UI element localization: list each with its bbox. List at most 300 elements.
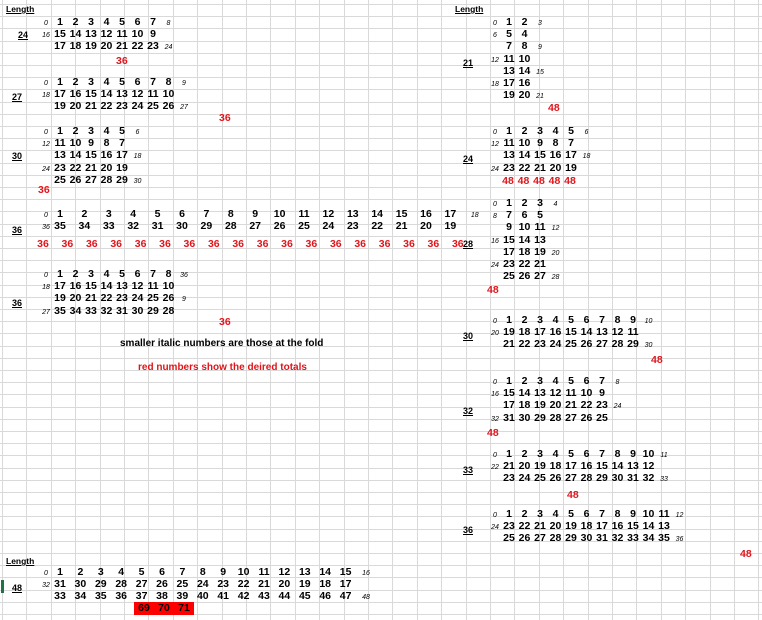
total-value: 36 bbox=[134, 238, 147, 250]
number-cell: 4 bbox=[552, 314, 559, 326]
number-cell: 6 bbox=[583, 448, 590, 460]
number-cell: 9 bbox=[599, 387, 605, 400]
total-value: 36 bbox=[159, 238, 171, 250]
number-cell: 21 bbox=[565, 399, 577, 412]
number-cell: 6 bbox=[583, 375, 590, 387]
number-cell: 23 bbox=[503, 161, 515, 174]
number-cell: 10 bbox=[162, 88, 175, 101]
total-value: 48 bbox=[548, 102, 560, 114]
fold-number: 10 bbox=[644, 318, 653, 325]
number-cell: 9 bbox=[150, 28, 156, 41]
number-cell: 34 bbox=[74, 590, 87, 603]
number-cell: 3 bbox=[105, 208, 112, 220]
number-cell: 29 bbox=[94, 578, 107, 591]
fold-number: 0 bbox=[44, 20, 48, 27]
fold-number: 15 bbox=[536, 68, 544, 76]
number-cell: 14 bbox=[518, 233, 531, 246]
fold-number: 24 bbox=[42, 165, 50, 173]
fold-number: 18 bbox=[133, 153, 142, 161]
fold-number: 8 bbox=[166, 20, 171, 27]
number-cell: 2 bbox=[72, 125, 79, 137]
number-cell: 11 bbox=[658, 508, 670, 520]
number-cell: 39 bbox=[176, 590, 189, 603]
number-cell: 12 bbox=[131, 88, 144, 101]
number-cell: 34 bbox=[69, 304, 82, 317]
number-cell: 5 bbox=[568, 508, 574, 520]
number-cell: 5 bbox=[119, 125, 125, 137]
number-cell: 14 bbox=[69, 28, 82, 41]
number-cell: 37 bbox=[135, 590, 148, 603]
number-cell: 2 bbox=[521, 16, 528, 28]
number-cell: 24 bbox=[549, 338, 562, 351]
total-value: 36 bbox=[403, 238, 415, 250]
number-cell: 7 bbox=[150, 268, 156, 280]
number-cell: 29 bbox=[116, 173, 128, 186]
number-cell: 44 bbox=[278, 590, 291, 603]
number-cell: 4 bbox=[103, 268, 110, 280]
fold-number: 20 bbox=[551, 249, 560, 257]
selected-cell-indicator bbox=[1, 580, 4, 593]
number-cell: 1 bbox=[506, 16, 512, 28]
number-cell: 19 bbox=[534, 399, 546, 412]
number-cell: 2 bbox=[72, 16, 79, 28]
number-cell: 27 bbox=[596, 338, 608, 351]
number-cell: 17 bbox=[444, 208, 457, 220]
fold-number: 0 bbox=[44, 129, 48, 136]
number-cell: 1 bbox=[506, 508, 512, 520]
length-label: 30 bbox=[463, 331, 474, 341]
number-cell: 23 bbox=[503, 472, 515, 485]
number-cell: 1 bbox=[506, 314, 512, 326]
number-cell: 19 bbox=[503, 89, 515, 102]
number-cell: 13 bbox=[627, 460, 639, 473]
number-cell: 28 bbox=[549, 532, 562, 545]
fold-number: 20 bbox=[491, 330, 499, 338]
number-cell: 30 bbox=[611, 472, 624, 485]
number-cell: 4 bbox=[552, 508, 559, 520]
number-cell: 11 bbox=[565, 387, 577, 400]
number-cell: 14 bbox=[518, 387, 531, 400]
fold-number: 21 bbox=[536, 93, 544, 101]
number-cell: 19 bbox=[503, 326, 515, 339]
number-cell: 19 bbox=[534, 245, 546, 258]
number-cell: 13 bbox=[503, 149, 515, 162]
number-cell: 14 bbox=[611, 460, 624, 473]
number-cell: 25 bbox=[596, 411, 608, 424]
number-cell: 2 bbox=[521, 125, 528, 137]
number-cell: 22 bbox=[518, 161, 531, 174]
fold-number: 11 bbox=[660, 452, 668, 459]
number-cell: 22 bbox=[69, 161, 82, 174]
number-cell: 7 bbox=[599, 448, 605, 460]
total-value: 48 bbox=[517, 175, 530, 187]
number-cell: 21 bbox=[534, 161, 546, 174]
number-cell: 46 bbox=[319, 590, 332, 603]
number-cell: 29 bbox=[596, 472, 608, 485]
number-cell: 9 bbox=[506, 221, 512, 234]
number-cell: 34 bbox=[642, 532, 655, 545]
number-cell: 25 bbox=[147, 100, 159, 113]
number-cell: 32 bbox=[642, 472, 655, 485]
number-cell: 12 bbox=[549, 387, 562, 400]
fold-number: 0 bbox=[44, 272, 48, 279]
number-cell: 38 bbox=[156, 590, 168, 603]
number-cell: 18 bbox=[549, 460, 562, 473]
number-cell: 19 bbox=[565, 520, 577, 533]
number-cell: 18 bbox=[518, 245, 531, 258]
number-cell: 29 bbox=[200, 220, 213, 233]
number-cell: 7 bbox=[119, 137, 125, 150]
number-cell: 13 bbox=[298, 566, 311, 578]
number-cell: 22 bbox=[237, 578, 250, 591]
number-cell: 19 bbox=[54, 292, 66, 305]
number-cell: 21 bbox=[395, 220, 408, 233]
number-cell: 17 bbox=[54, 40, 66, 53]
length-label: 32 bbox=[463, 406, 474, 416]
number-cell: 25 bbox=[565, 338, 577, 351]
fold-number: 3 bbox=[538, 20, 542, 27]
number-cell: 32 bbox=[127, 220, 140, 233]
number-cell: 8 bbox=[165, 76, 172, 88]
number-cell: 13 bbox=[534, 233, 546, 246]
number-cell: 5 bbox=[568, 448, 574, 460]
fold-number: 32 bbox=[491, 415, 499, 423]
number-cell: 29 bbox=[565, 532, 577, 545]
number-cell: 10 bbox=[131, 28, 144, 41]
number-cell: 5 bbox=[537, 209, 543, 222]
column-header-length: Length bbox=[6, 4, 35, 14]
number-cell: 3 bbox=[88, 125, 94, 137]
length-label: 36 bbox=[12, 298, 23, 308]
total-value: 48 bbox=[502, 175, 514, 187]
number-cell: 31 bbox=[627, 472, 639, 485]
fold-number: 0 bbox=[44, 80, 48, 87]
number-cell: 27 bbox=[135, 578, 148, 591]
fold-number: 24 bbox=[164, 44, 173, 52]
number-cell: 16 bbox=[69, 88, 82, 101]
number-cell: 5 bbox=[154, 208, 161, 220]
number-cell: 16 bbox=[420, 208, 432, 220]
number-cell: 20 bbox=[518, 460, 531, 473]
number-cell: 8 bbox=[521, 40, 528, 53]
number-cell: 17 bbox=[565, 149, 577, 162]
number-cell: 3 bbox=[88, 268, 94, 280]
number-cell: 22 bbox=[518, 520, 531, 533]
number-cell: 9 bbox=[630, 448, 636, 460]
number-cell: 31 bbox=[596, 532, 608, 545]
fold-number: 16 bbox=[362, 570, 370, 577]
fold-number: 36 bbox=[42, 224, 50, 232]
number-cell: 13 bbox=[596, 326, 608, 339]
number-cell: 30 bbox=[580, 532, 593, 545]
number-cell: 21 bbox=[258, 578, 270, 591]
number-cell: 20 bbox=[278, 578, 291, 591]
number-cell: 16 bbox=[518, 77, 531, 89]
number-cell: 15 bbox=[503, 387, 515, 400]
number-cell: 18 bbox=[518, 326, 531, 339]
number-cell: 28 bbox=[100, 173, 113, 186]
number-cell: 5 bbox=[568, 375, 574, 387]
number-cell: 23 bbox=[147, 40, 159, 53]
fold-number: 24 bbox=[491, 524, 499, 532]
total-value: 36 bbox=[219, 112, 231, 124]
number-cell: 25 bbox=[176, 578, 189, 591]
number-cell: 10 bbox=[69, 137, 82, 150]
number-cell: 14 bbox=[100, 280, 113, 293]
number-cell: 4 bbox=[103, 16, 110, 28]
number-cell: 22 bbox=[518, 258, 531, 270]
fold-number: 0 bbox=[493, 318, 497, 325]
fold-number: 16 bbox=[491, 391, 499, 399]
number-cell: 34 bbox=[78, 220, 91, 233]
number-cell: 4 bbox=[552, 375, 559, 387]
number-cell: 33 bbox=[627, 532, 639, 545]
highlighted-total: 71 bbox=[174, 602, 194, 615]
fold-number: 12 bbox=[491, 56, 499, 64]
number-cell: 28 bbox=[115, 578, 128, 591]
fold-number: 0 bbox=[493, 452, 497, 459]
fold-number: 27 bbox=[180, 104, 188, 112]
number-cell: 7 bbox=[599, 508, 605, 520]
number-cell: 6 bbox=[134, 268, 141, 280]
number-cell: 20 bbox=[69, 292, 82, 305]
number-cell: 23 bbox=[503, 520, 515, 533]
fold-number: 33 bbox=[660, 476, 668, 484]
number-cell: 35 bbox=[658, 532, 670, 545]
total-value: 36 bbox=[38, 184, 50, 196]
number-cell: 15 bbox=[503, 233, 515, 246]
number-cell: 31 bbox=[151, 220, 164, 233]
number-cell: 30 bbox=[131, 304, 144, 317]
number-cell: 6 bbox=[159, 566, 165, 578]
number-cell: 17 bbox=[596, 520, 608, 533]
number-cell: 17 bbox=[503, 245, 515, 258]
number-cell: 1 bbox=[57, 268, 63, 280]
number-cell: 35 bbox=[54, 220, 66, 233]
fold-number: 24 bbox=[491, 262, 499, 269]
number-cell: 2 bbox=[72, 76, 79, 88]
number-cell: 7 bbox=[203, 208, 210, 220]
number-cell: 23 bbox=[54, 161, 66, 174]
number-cell: 19 bbox=[116, 161, 128, 174]
number-cell: 5 bbox=[138, 566, 145, 578]
number-cell: 5 bbox=[506, 28, 512, 41]
fold-number: 6 bbox=[584, 129, 589, 136]
number-cell: 42 bbox=[237, 590, 250, 603]
number-cell: 12 bbox=[278, 566, 291, 578]
fold-number: 9 bbox=[538, 44, 542, 52]
fold-number: 0 bbox=[493, 379, 497, 386]
number-cell: 6 bbox=[583, 314, 590, 326]
number-cell: 41 bbox=[217, 590, 230, 603]
number-cell: 8 bbox=[103, 137, 110, 150]
number-cell: 20 bbox=[549, 399, 562, 412]
number-cell: 1 bbox=[506, 375, 512, 387]
number-cell: 17 bbox=[54, 280, 66, 293]
number-cell: 28 bbox=[580, 472, 593, 485]
number-cell: 27 bbox=[565, 472, 577, 485]
number-cell: 2 bbox=[77, 566, 84, 578]
number-cell: 15 bbox=[534, 149, 546, 162]
fold-number: 18 bbox=[470, 212, 479, 219]
number-cell: 20 bbox=[420, 220, 432, 233]
number-cell: 8 bbox=[614, 508, 621, 520]
number-cell: 13 bbox=[346, 208, 359, 220]
fold-number: 36 bbox=[180, 272, 188, 279]
number-cell: 28 bbox=[611, 338, 624, 351]
fold-number: 18 bbox=[42, 92, 50, 100]
total-value: 36 bbox=[85, 238, 98, 250]
number-cell: 35 bbox=[54, 304, 66, 317]
number-cell: 21 bbox=[534, 520, 546, 533]
number-cell: 11 bbox=[54, 137, 66, 150]
number-cell: 27 bbox=[565, 411, 577, 424]
number-cell: 31 bbox=[116, 304, 128, 317]
number-cell: 27 bbox=[534, 270, 546, 283]
number-cell: 1 bbox=[57, 208, 63, 220]
number-cell: 16 bbox=[549, 326, 562, 339]
number-cell: 16 bbox=[611, 520, 624, 533]
number-cell: 3 bbox=[537, 375, 543, 387]
number-cell: 20 bbox=[100, 40, 113, 53]
number-cell: 22 bbox=[371, 220, 384, 233]
total-value: 36 bbox=[427, 238, 440, 250]
total-value: 36 bbox=[256, 238, 269, 250]
total-value: 36 bbox=[110, 238, 123, 250]
number-cell: 15 bbox=[85, 280, 97, 293]
number-cell: 2 bbox=[72, 268, 79, 280]
number-cell: 26 bbox=[156, 578, 168, 591]
number-cell: 26 bbox=[162, 292, 175, 305]
fold-number: 9 bbox=[182, 296, 186, 304]
number-cell: 14 bbox=[518, 149, 531, 162]
number-cell: 8 bbox=[552, 137, 559, 150]
number-cell: 1 bbox=[57, 76, 63, 88]
length-label: 24 bbox=[463, 154, 474, 164]
number-cell: 25 bbox=[503, 270, 515, 283]
number-cell: 15 bbox=[627, 520, 639, 533]
total-value: 36 bbox=[183, 238, 196, 250]
number-cell: 36 bbox=[115, 590, 128, 603]
number-cell: 20 bbox=[549, 520, 562, 533]
number-cell: 2 bbox=[521, 448, 528, 460]
note-totals: red numbers show the deired totals bbox=[138, 362, 307, 373]
length-label: 21 bbox=[463, 58, 474, 68]
number-cell: 11 bbox=[503, 137, 515, 150]
number-cell: 9 bbox=[630, 314, 636, 326]
number-cell: 11 bbox=[147, 280, 159, 293]
number-cell: 10 bbox=[580, 387, 593, 400]
number-cell: 3 bbox=[537, 508, 543, 520]
number-cell: 7 bbox=[599, 314, 605, 326]
total-value: 36 bbox=[354, 238, 367, 250]
number-cell: 12 bbox=[642, 460, 655, 473]
number-cell: 14 bbox=[518, 64, 531, 77]
number-cell: 15 bbox=[395, 208, 408, 220]
number-cell: 20 bbox=[549, 161, 562, 174]
number-cell: 4 bbox=[130, 208, 137, 220]
number-cell: 10 bbox=[518, 52, 531, 65]
number-cell: 7 bbox=[506, 40, 512, 53]
number-cell: 21 bbox=[85, 161, 97, 174]
fold-number: 12 bbox=[675, 512, 684, 519]
number-cell: 15 bbox=[339, 566, 352, 578]
fold-number: 12 bbox=[491, 141, 499, 149]
number-cell: 13 bbox=[116, 280, 128, 293]
number-cell: 14 bbox=[371, 208, 384, 220]
number-cell: 13 bbox=[658, 520, 670, 533]
number-cell: 5 bbox=[119, 16, 125, 28]
number-cell: 2 bbox=[521, 508, 528, 520]
number-cell: 15 bbox=[85, 88, 97, 101]
total-value: 36 bbox=[451, 238, 464, 250]
number-cell: 23 bbox=[503, 258, 515, 270]
number-cell: 26 bbox=[69, 173, 82, 186]
number-cell: 19 bbox=[85, 40, 97, 53]
number-cell: 24 bbox=[518, 472, 531, 485]
number-cell: 31 bbox=[503, 411, 515, 424]
fold-number: 0 bbox=[493, 512, 497, 519]
number-cell: 33 bbox=[102, 220, 115, 233]
number-cell: 3 bbox=[97, 566, 104, 578]
fold-number: 6 bbox=[135, 129, 140, 136]
number-cell: 23 bbox=[116, 292, 128, 305]
fold-number: 12 bbox=[42, 141, 50, 149]
number-cell: 4 bbox=[103, 125, 110, 137]
number-cell: 25 bbox=[54, 173, 66, 186]
number-cell: 15 bbox=[596, 460, 608, 473]
number-cell: 18 bbox=[518, 399, 531, 412]
number-cell: 5 bbox=[568, 125, 574, 137]
number-cell: 15 bbox=[85, 149, 97, 162]
total-value: 36 bbox=[378, 238, 391, 250]
fold-number: 6 bbox=[493, 32, 497, 40]
total-value: 36 bbox=[305, 238, 318, 250]
number-cell: 21 bbox=[85, 292, 97, 305]
number-cell: 29 bbox=[534, 411, 546, 424]
number-cell: 24 bbox=[131, 292, 144, 305]
number-cell: 25 bbox=[534, 472, 546, 485]
fold-number: 28 bbox=[551, 274, 560, 282]
fold-number: 0 bbox=[493, 201, 497, 208]
number-cell: 33 bbox=[54, 590, 66, 603]
length-label: 36 bbox=[12, 225, 23, 235]
length-label: 27 bbox=[12, 92, 23, 102]
number-cell: 22 bbox=[580, 399, 593, 412]
number-cell: 20 bbox=[100, 161, 113, 174]
number-cell: 17 bbox=[534, 326, 546, 339]
number-cell: 16 bbox=[549, 149, 562, 162]
number-cell: 21 bbox=[116, 40, 128, 53]
number-cell: 12 bbox=[131, 280, 144, 293]
number-cell: 21 bbox=[534, 258, 546, 270]
number-cell: 32 bbox=[100, 304, 113, 317]
number-cell: 11 bbox=[147, 88, 159, 101]
number-cell: 15 bbox=[565, 326, 577, 339]
number-cell: 28 bbox=[224, 220, 237, 233]
number-cell: 26 bbox=[580, 411, 593, 424]
fold-number: 18 bbox=[42, 284, 50, 292]
fold-number: 18 bbox=[582, 153, 591, 161]
number-cell: 10 bbox=[273, 208, 286, 220]
number-cell: 6 bbox=[134, 16, 141, 28]
number-cell: 21 bbox=[503, 460, 515, 473]
number-cell: 10 bbox=[518, 221, 531, 234]
number-cell: 4 bbox=[552, 125, 559, 137]
number-cell: 25 bbox=[147, 292, 159, 305]
fold-number: 16 bbox=[42, 32, 50, 40]
number-cell: 1 bbox=[506, 448, 512, 460]
